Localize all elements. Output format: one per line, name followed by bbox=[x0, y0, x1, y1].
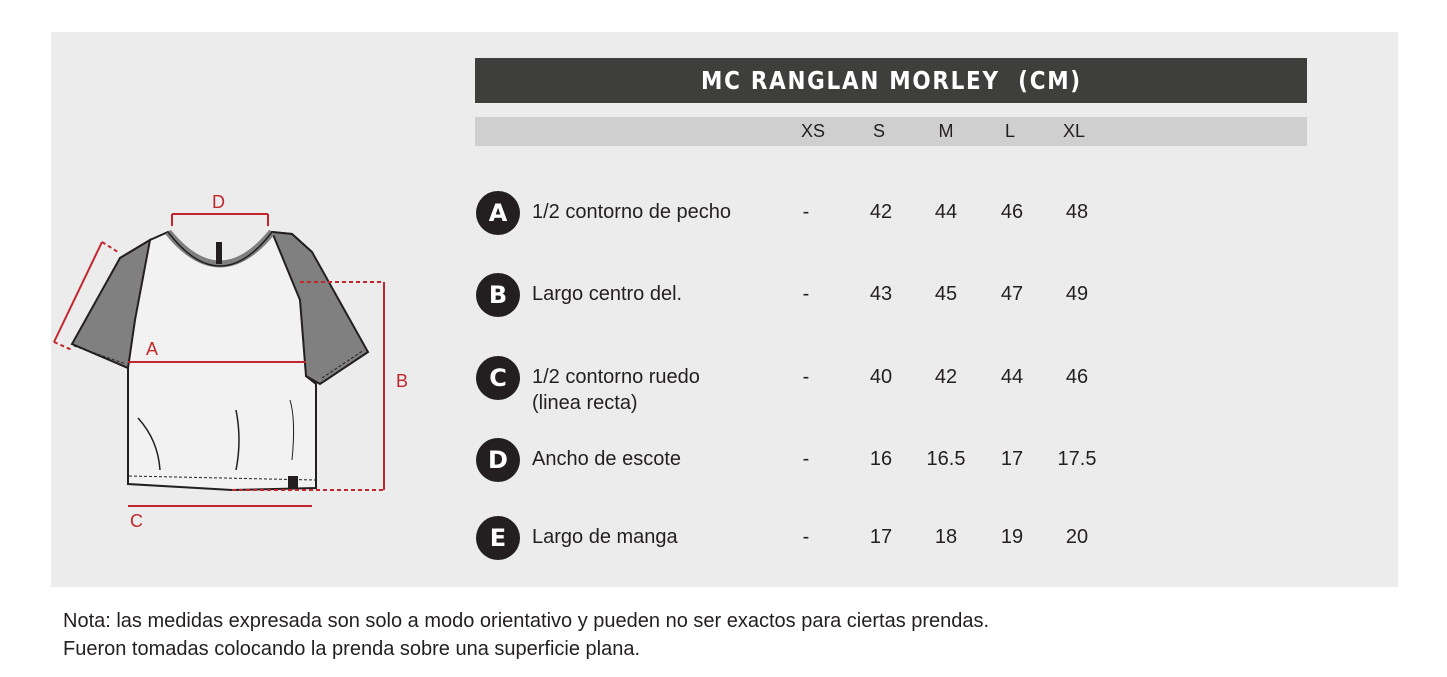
value-xs: - bbox=[802, 448, 810, 470]
value-m: 18 bbox=[934, 526, 958, 548]
value-m: 42 bbox=[934, 366, 958, 388]
value-xl: 48 bbox=[1065, 201, 1089, 223]
row-letter-badge: A bbox=[476, 191, 520, 235]
row-label: 1/2 contorno ruedo bbox=[532, 366, 700, 388]
row-letter-badge: E bbox=[476, 516, 520, 560]
value-xs: - bbox=[802, 526, 810, 548]
row-sublabel: (linea recta) bbox=[532, 392, 638, 414]
value-m: 44 bbox=[934, 201, 958, 223]
size-header-l: L bbox=[1004, 121, 1015, 141]
value-l: 17 bbox=[1000, 448, 1024, 470]
value-l: 19 bbox=[1000, 526, 1024, 548]
value-xs: - bbox=[802, 201, 810, 223]
measure-label-c: C bbox=[130, 511, 143, 531]
note-line-2: Fueron tomadas colocando la prenda sobre una superficie plana. bbox=[63, 638, 641, 660]
row-label: Largo de manga bbox=[532, 526, 678, 548]
measurement-row bbox=[0, 273, 1447, 319]
measurement-row bbox=[0, 191, 1447, 237]
size-header-s: S bbox=[872, 121, 885, 141]
value-m: 16.5 bbox=[926, 448, 966, 470]
row-label: Largo centro del. bbox=[532, 283, 683, 305]
value-s: 16 bbox=[869, 448, 893, 470]
measurement-row bbox=[0, 356, 1447, 420]
measure-label-a: A bbox=[146, 339, 159, 359]
chart-title: MC RANGLAN MORLEY (CM) bbox=[700, 66, 1082, 95]
measurement-row bbox=[0, 516, 1447, 562]
chart-title-bar bbox=[475, 58, 1307, 103]
value-m: 45 bbox=[934, 283, 958, 305]
value-xl: 46 bbox=[1065, 366, 1089, 388]
row-label: Ancho de escote bbox=[532, 448, 681, 470]
value-l: 46 bbox=[1000, 201, 1024, 223]
row-label: 1/2 contorno de pecho bbox=[532, 201, 732, 223]
value-l: 47 bbox=[1000, 283, 1024, 305]
size-header-xs: XS bbox=[800, 121, 825, 141]
value-xl: 17.5 bbox=[1057, 448, 1097, 470]
value-s: 43 bbox=[869, 283, 893, 305]
row-letter-badge: B bbox=[476, 273, 520, 317]
size-header-xl: XL bbox=[1062, 121, 1086, 141]
value-s: 42 bbox=[869, 201, 893, 223]
row-letter-badge: C bbox=[476, 356, 520, 400]
measure-label-b: B bbox=[396, 371, 409, 391]
value-l: 44 bbox=[1000, 366, 1024, 388]
value-xs: - bbox=[802, 283, 810, 305]
measurement-row bbox=[0, 438, 1447, 484]
value-xs: - bbox=[802, 366, 810, 388]
measure-label-d: D bbox=[212, 192, 225, 212]
row-letter-badge: D bbox=[476, 438, 520, 482]
value-xl: 20 bbox=[1065, 526, 1089, 548]
value-s: 17 bbox=[869, 526, 893, 548]
size-header-m: M bbox=[938, 121, 954, 141]
value-s: 40 bbox=[869, 366, 893, 388]
value-xl: 49 bbox=[1065, 283, 1089, 305]
note-line-1: Nota: las medidas expresada son solo a modo orientativo y pueden no ser exactos para ciertas prendas. bbox=[63, 610, 990, 632]
size-header-row bbox=[475, 117, 1307, 146]
